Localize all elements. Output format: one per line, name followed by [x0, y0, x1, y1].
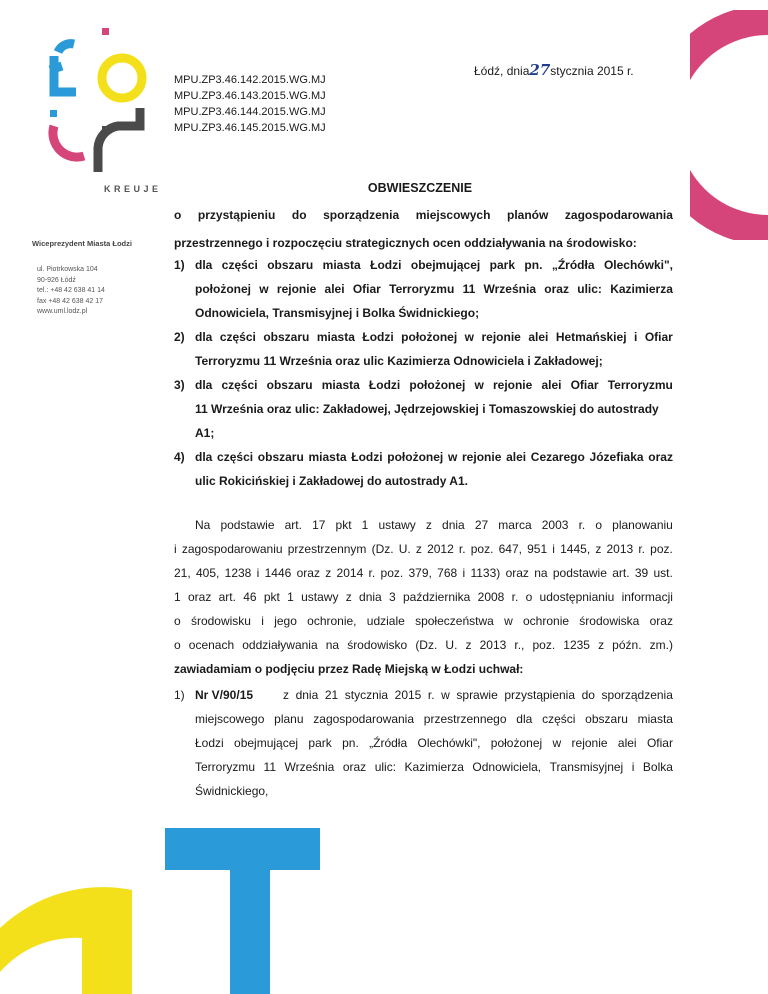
word: przystąpienia	[504, 688, 576, 702]
logo-blue-shape	[50, 44, 76, 92]
word: położonej	[401, 330, 458, 344]
word: obszaru	[257, 450, 304, 464]
word: alei	[506, 450, 527, 464]
word: (Dz.	[415, 638, 438, 652]
subject-line-1	[174, 208, 673, 222]
area-number: 3)	[174, 378, 185, 392]
word: r.	[578, 518, 586, 532]
word: dla	[195, 450, 213, 464]
word: dla	[516, 712, 533, 726]
word: ustawy	[301, 590, 339, 604]
word: o	[525, 590, 533, 604]
date-day-handwritten: 27	[529, 61, 551, 79]
word: miasta	[322, 258, 361, 272]
word: o	[174, 208, 182, 222]
address-line: 90-926 Łódź	[37, 276, 76, 284]
body-line	[174, 542, 673, 556]
word: zagospodarowania	[313, 712, 415, 726]
word: miasta	[637, 712, 673, 726]
word: 3	[389, 590, 396, 604]
body-line	[174, 566, 673, 580]
word: r.	[511, 590, 519, 604]
word: udostępnianiu	[539, 590, 615, 604]
word: obszaru	[267, 258, 314, 272]
word: środowisko	[347, 638, 408, 652]
word: ust.	[653, 566, 673, 580]
word: Kazimierza	[404, 760, 464, 774]
word: społeczeństwa	[415, 614, 494, 628]
word: 1	[361, 518, 369, 532]
word: Olechówki",	[603, 258, 673, 272]
word: w	[464, 330, 474, 344]
resolution-line: Świdnickiego,	[195, 784, 269, 798]
word: dla	[195, 258, 213, 272]
word: do	[291, 208, 307, 222]
word: Ofiar	[646, 736, 673, 750]
word: dnia	[442, 518, 465, 532]
word: miasta	[321, 378, 360, 392]
word: na	[534, 566, 548, 580]
address-line: ul. Piotrkowska 104	[37, 266, 98, 273]
word: Józefiaka	[589, 450, 644, 464]
word: z	[415, 542, 422, 556]
word: położonej	[490, 736, 543, 750]
subject-line-2: przestrzennego i rozpoczęciu strategicznych ocen oddziaływania na środowisko:	[174, 236, 637, 250]
word: 1	[287, 590, 294, 604]
word: obejmującej	[410, 258, 481, 272]
word: środowisku	[190, 614, 251, 628]
area-line: Terroryzmu 11 Września oraz ulic Kazimierza Odnowiciela i Zakładowej;	[195, 354, 603, 368]
word: o	[595, 518, 603, 532]
word: zm.)	[649, 638, 673, 652]
word: przestrzennym	[287, 542, 367, 556]
reference-line: MPU.ZP3.46.142.2015.WG.MJ	[174, 74, 326, 86]
word: ulic:	[374, 760, 397, 774]
word: 2013	[606, 542, 634, 556]
word: U.	[398, 542, 411, 556]
word: 17	[312, 518, 326, 532]
word: park	[308, 736, 332, 750]
body-line	[195, 518, 673, 532]
word: oraz	[544, 282, 569, 296]
word: 27	[474, 518, 489, 532]
word: 1238	[224, 566, 252, 580]
word: z	[345, 590, 352, 604]
reference-numbers	[174, 72, 326, 136]
logo-gray-shape	[98, 108, 140, 172]
word: art.	[218, 590, 236, 604]
word: udziale	[366, 614, 405, 628]
word: zagospodarowania	[564, 208, 673, 222]
word: 2013	[479, 638, 507, 652]
word: dnia	[359, 590, 382, 604]
word: 11	[462, 282, 476, 296]
word: sporządzenia	[323, 208, 400, 222]
word: informacji	[621, 590, 673, 604]
word: miejscowego	[195, 712, 265, 726]
area-line	[195, 450, 673, 464]
word: 1445,	[560, 542, 591, 556]
word: części	[221, 378, 258, 392]
word: sprawie	[456, 688, 498, 702]
word: położonej	[409, 378, 466, 392]
word: pn.	[342, 736, 359, 750]
word: r.	[638, 542, 645, 556]
word: części	[542, 712, 576, 726]
word: rejonie	[462, 450, 502, 464]
lodz-logo	[40, 22, 160, 187]
word: Terroryzmu	[195, 760, 256, 774]
word: i	[552, 542, 555, 556]
resolution-line1-rest	[283, 688, 673, 702]
word: 2012	[427, 542, 454, 556]
word: do	[581, 688, 595, 702]
address-line: fax +48 42 638 42 17	[37, 297, 103, 305]
decorative-blue-shape	[165, 828, 320, 994]
word: w	[259, 282, 269, 296]
word: oraz	[296, 566, 320, 580]
logo-yellow-ring	[102, 58, 142, 98]
word: położonej	[387, 450, 444, 464]
decorative-pink-arc	[690, 10, 768, 240]
word: Łodzi	[351, 450, 383, 464]
area-number: 4)	[174, 450, 185, 464]
word: Ofiar	[570, 378, 599, 392]
word: 379,	[408, 566, 432, 580]
word: części	[219, 330, 256, 344]
area-line	[195, 330, 673, 344]
word: rejonie	[571, 736, 608, 750]
announcement: zawiadamiam o podjęciu przez Radę Miejską w Łodzi uchwał:	[174, 662, 524, 676]
word: Bolka	[642, 760, 673, 774]
reference-line: MPU.ZP3.46.145.2015.WG.MJ	[174, 122, 326, 134]
word: pn.	[524, 258, 543, 272]
word: 46	[243, 590, 257, 604]
document-title: OBWIESZCZENIE	[367, 181, 473, 195]
date-prefix: Łódź, dnia	[474, 64, 530, 78]
word: w	[447, 450, 458, 464]
word: Kazimierza	[610, 282, 673, 296]
word: r.	[427, 688, 435, 702]
resolution-line	[195, 688, 673, 702]
word: z	[425, 518, 432, 532]
word: (Dz.	[371, 542, 394, 556]
word: o	[174, 614, 181, 628]
word: Olechówki",	[417, 736, 481, 750]
word: późn.	[612, 638, 642, 652]
word: sporządzenia	[601, 688, 673, 702]
word: 2003	[541, 518, 569, 532]
word: oraz	[648, 450, 673, 464]
word: miejscowych	[415, 208, 491, 222]
word: 768	[437, 566, 458, 580]
word: dla	[195, 378, 213, 392]
word: obszaru	[585, 712, 628, 726]
word: i	[261, 614, 264, 628]
word: 2008	[477, 590, 505, 604]
word: 1235	[563, 638, 590, 652]
word: park	[489, 258, 515, 272]
area-line: ulic Rokicińskiej i Zakładowej do autostrady A1.	[195, 474, 468, 488]
area-line: 11 Września oraz ulic: Zakładowej, Jędrzejowskiej i Tomaszowskiej do autostrady	[195, 402, 659, 416]
word: poz.	[532, 638, 556, 652]
word: i	[462, 566, 466, 580]
logo-pink-dot	[102, 28, 109, 35]
word: z	[465, 638, 472, 652]
logo-blue-dot	[50, 110, 57, 117]
word: Terroryzmu	[607, 378, 673, 392]
word: 2015	[394, 688, 422, 702]
word: z	[595, 542, 602, 556]
word: w	[504, 614, 513, 628]
word: i	[256, 566, 260, 580]
word: poz.	[650, 542, 673, 556]
word: alei	[617, 736, 637, 750]
word: oraz	[187, 590, 212, 604]
word: o	[174, 638, 181, 652]
word: dla	[195, 330, 213, 344]
area-number: 1)	[174, 258, 185, 272]
address-line: tel.: +48 42 638 41 14	[37, 287, 105, 294]
word: w	[441, 688, 450, 702]
word: miasta	[316, 330, 355, 344]
word: pkt	[263, 590, 280, 604]
word: „Źródła	[369, 736, 408, 750]
reference-line: MPU.ZP3.46.144.2015.WG.MJ	[174, 106, 326, 118]
word: oraz	[649, 614, 673, 628]
document-date	[474, 61, 634, 79]
word: dnia	[295, 688, 319, 702]
word: U.	[445, 638, 458, 652]
word: 21,	[174, 566, 191, 580]
word: przystąpieniu	[197, 208, 276, 222]
resolution-nr: Nr V/90/15	[195, 688, 254, 702]
word: ochronie	[523, 614, 570, 628]
word: poz.	[470, 542, 494, 556]
word: rejonie	[492, 378, 533, 392]
word: podstawie	[220, 518, 275, 532]
word: z	[325, 566, 332, 580]
reference-line: MPU.ZP3.46.143.2015.WG.MJ	[174, 90, 326, 102]
word: 405,	[195, 566, 220, 580]
word: Ofiar	[644, 330, 673, 344]
area-line: A1;	[195, 426, 215, 440]
area-line	[195, 282, 673, 296]
word: obszaru	[263, 330, 310, 344]
word: jego	[274, 614, 297, 628]
word: obszaru	[266, 378, 313, 392]
word: pkt	[335, 518, 352, 532]
word: poz.	[380, 566, 404, 580]
area-line: Odnowiciela, Transmisyjnej i Bolka Świdnickiego;	[195, 306, 480, 320]
resolution-line	[195, 760, 673, 774]
word: r.	[368, 566, 376, 580]
word: Transmisyjnej	[549, 760, 624, 774]
word: stycznia	[344, 688, 389, 702]
area-line	[195, 258, 673, 272]
word: r.,	[514, 638, 525, 652]
word: części	[217, 450, 254, 464]
word: ochronie,	[307, 614, 357, 628]
word: 1446	[264, 566, 292, 580]
word: 2014	[336, 566, 364, 580]
word: miasta	[308, 450, 347, 464]
word: oraz	[505, 566, 529, 580]
word: 951	[527, 542, 548, 556]
word: Na	[195, 518, 211, 532]
logo-pink-arc	[53, 126, 84, 157]
word: art.	[284, 518, 302, 532]
word: marca	[498, 518, 532, 532]
word: Łodzi	[195, 736, 224, 750]
word: „Źródła	[551, 258, 595, 272]
word: oraz	[342, 760, 367, 774]
word: i	[174, 542, 177, 556]
word: 39	[634, 566, 649, 580]
word: Terroryzmu	[389, 282, 455, 296]
word: planowaniu	[612, 518, 673, 532]
word: w	[552, 736, 562, 750]
word: w	[474, 378, 484, 392]
word: r.	[458, 542, 466, 556]
word: art.	[612, 566, 630, 580]
word: 11	[263, 760, 276, 774]
word: Cezarego	[530, 450, 585, 464]
word: ustawy	[378, 518, 416, 532]
word: Odnowiciela,	[472, 760, 542, 774]
word: 21	[324, 688, 339, 702]
word: 1133)	[470, 566, 501, 580]
word: części	[221, 258, 258, 272]
sender-title: Wiceprezydent Miasta Łodzi	[32, 239, 132, 248]
word: oddziaływania	[242, 638, 318, 652]
word: ulic:	[577, 282, 602, 296]
resolution-number: 1)	[174, 688, 185, 702]
word: alei	[528, 330, 549, 344]
word: Łodzi	[362, 330, 394, 344]
word: Września	[483, 282, 536, 296]
word: alei	[324, 282, 345, 296]
word: ocenach	[188, 638, 235, 652]
word: 647,	[498, 542, 522, 556]
word: i	[631, 760, 635, 774]
word: Hetmańskiej	[555, 330, 627, 344]
word: środowiska	[579, 614, 640, 628]
word: planów	[507, 208, 549, 222]
word: z	[283, 688, 289, 702]
sender-address	[37, 265, 105, 318]
word: alei	[541, 378, 562, 392]
body-line	[174, 590, 673, 604]
logo-tagline: KREUJE	[104, 184, 162, 194]
website-link[interactable]: www.uml.lodz.pl	[37, 308, 88, 315]
body-line	[174, 614, 673, 628]
word: Września	[284, 760, 335, 774]
word: Łodzi	[370, 258, 402, 272]
word: Ofiar	[352, 282, 381, 296]
decorative-yellow-arc	[0, 887, 132, 994]
word: 1	[174, 590, 181, 604]
resolution-line	[195, 712, 673, 726]
area-line	[195, 378, 673, 392]
word: położonej	[195, 282, 251, 296]
word: rejonie	[481, 330, 521, 344]
word: na	[325, 638, 340, 652]
word: października	[402, 590, 471, 604]
area-number: 2)	[174, 330, 185, 344]
address-line	[37, 307, 105, 318]
word: podstawie	[552, 566, 607, 580]
word: przestrzennego	[423, 712, 507, 726]
body-line	[174, 638, 673, 652]
word: zagospodarowaniu	[181, 542, 283, 556]
word: z	[598, 638, 605, 652]
word: i	[634, 330, 638, 344]
word: obejmującej	[234, 736, 299, 750]
word: rejonie	[276, 282, 317, 296]
resolution-line	[195, 736, 673, 750]
word: planu	[274, 712, 304, 726]
date-suffix: stycznia 2015 r.	[550, 64, 634, 78]
word: Łodzi	[368, 378, 401, 392]
decorative-bottom-shapes	[0, 810, 360, 994]
